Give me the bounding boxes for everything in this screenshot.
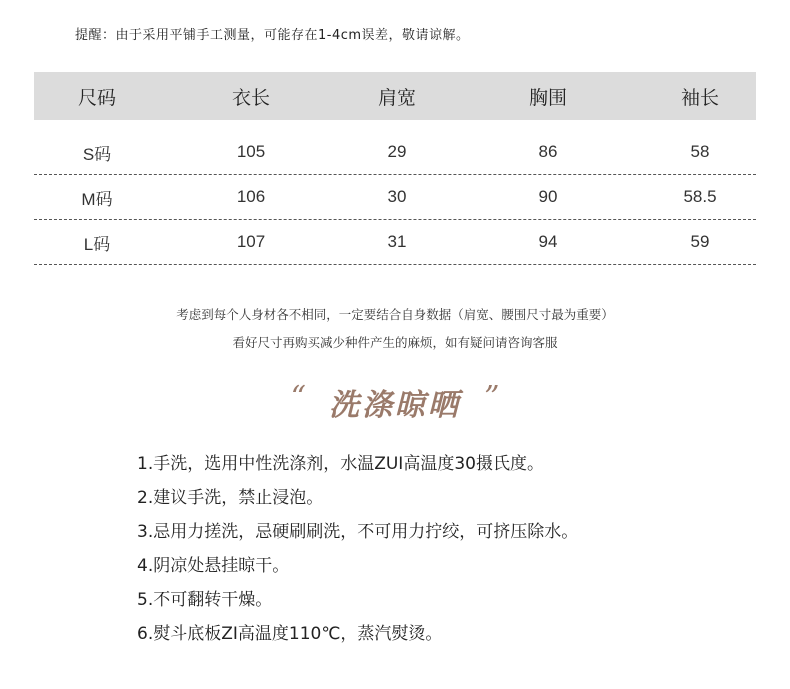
cell-sleeve: 58: [690, 142, 710, 161]
cell-sleeve: 58.5: [683, 187, 717, 206]
open-quote: “: [290, 380, 306, 415]
measurement-notice: 提醒：由于采用平铺手工测量，可能存在1-4cm误差，敬请谅解。: [75, 28, 470, 43]
table-row: [34, 175, 756, 220]
table-row: [34, 220, 756, 265]
cell-size: L码: [83, 234, 111, 254]
size-note-2: 看好尺寸再购买减少种件产生的麻烦，如有疑问请咨询客服: [232, 335, 558, 350]
cell-chest: 94: [538, 232, 558, 251]
list-item: 6.熨斗底板ZI高温度110℃，蒸汽熨烫。: [137, 624, 443, 644]
list-item: 1.手洗，选用中性洗涤剂，水温ZUI高温度30摄氏度。: [137, 454, 544, 474]
care-title: [0, 380, 790, 424]
list-item: 4.阴凉处悬挂晾干。: [137, 556, 290, 576]
cell-sleeve: 59: [690, 232, 710, 251]
cell-length: 105: [236, 142, 266, 161]
header-sleeve: 袖长: [680, 86, 719, 109]
list-item: 3.忌用力搓洗，忌硬刷刷洗，不可用力拧绞，可挤压除水。: [137, 522, 579, 542]
cell-shoulder: 29: [387, 142, 407, 161]
care-instructions-list: [137, 452, 578, 656]
table-header: [34, 72, 756, 120]
list-item: 2.建议手洗，禁止浸泡。: [137, 488, 324, 508]
cell-chest: 86: [538, 142, 558, 161]
cell-size: S码: [82, 144, 112, 164]
size-note-1: 考虑到每个人身材各不相同，一定要结合自身数据（肩宽、腰围尺寸最为重要）: [176, 307, 614, 322]
header-size: 尺码: [77, 86, 116, 109]
header-shoulder: 肩宽: [377, 86, 416, 109]
header-chest: 胸围: [528, 86, 567, 109]
size-table: [34, 72, 756, 265]
cell-length: 107: [236, 232, 266, 251]
cell-size: M码: [81, 189, 113, 209]
table-row: [34, 130, 756, 175]
cell-shoulder: 31: [387, 232, 407, 251]
cell-chest: 90: [538, 187, 558, 206]
care-title-text: 洗涤晾晒: [329, 388, 461, 423]
cell-length: 106: [236, 187, 266, 206]
cell-shoulder: 30: [387, 187, 407, 206]
header-length: 衣长: [231, 86, 270, 109]
close-quote: ”: [484, 380, 500, 415]
list-item: 5.不可翻转干燥。: [137, 590, 273, 610]
